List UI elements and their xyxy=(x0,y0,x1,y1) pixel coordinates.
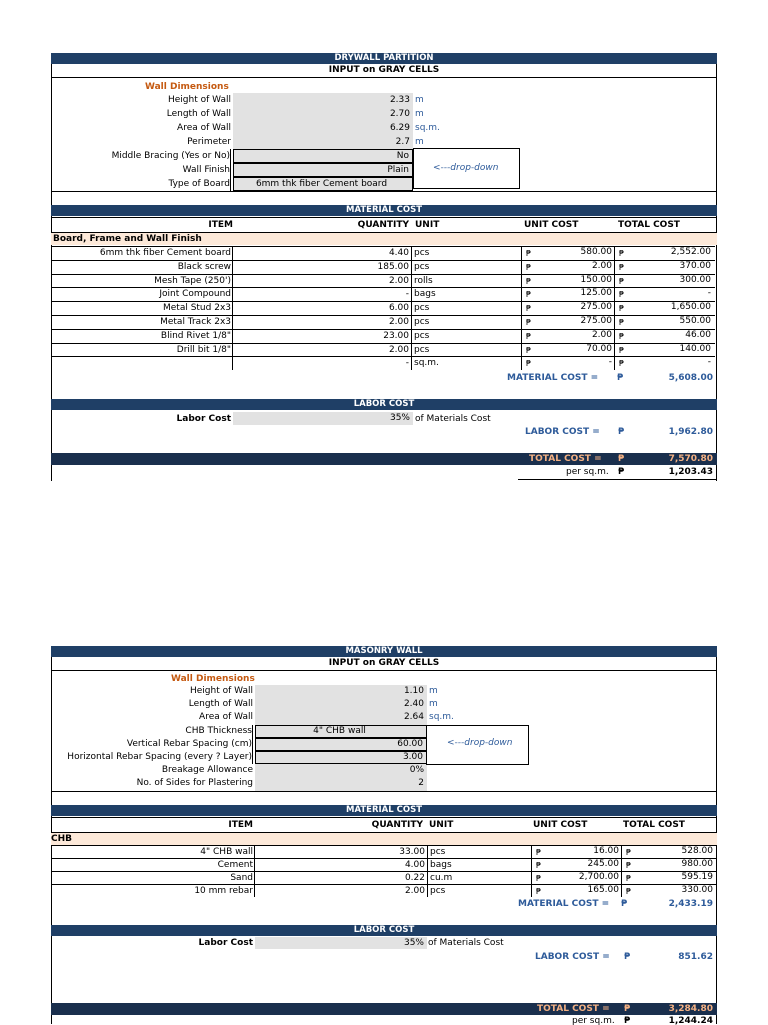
table-row-unit-cost: 16.00 xyxy=(593,846,619,856)
input-label: Wall Finish xyxy=(51,163,231,177)
table-row-total-peso: ₱ xyxy=(621,845,717,858)
drywall-header-item: ITEM xyxy=(208,220,233,230)
drywall-header-unit: UNIT xyxy=(415,220,440,230)
masonry-labor-pct-note: of Materials Cost xyxy=(428,938,504,948)
input-value-cell[interactable]: 0% xyxy=(255,764,427,777)
input-value-cell[interactable]: 3.00 xyxy=(255,751,427,764)
input-value-cell[interactable]: 6mm thk fiber Cement board xyxy=(233,177,413,191)
table-row-unit-cost: 165.00 xyxy=(587,885,619,895)
table-row-unit-cost-peso: ₱ xyxy=(531,884,621,897)
table-row-item: Cement xyxy=(51,858,255,871)
table-row-unit: pcs xyxy=(411,246,521,260)
drywall-total: 7,570.80 xyxy=(668,454,713,464)
table-row-total-peso: ₱ xyxy=(614,274,715,288)
drywall-per-sqm: 1,203.43 xyxy=(668,467,713,477)
table-row-total: 46.00 xyxy=(685,329,711,340)
drywall-total-peso: ₱ xyxy=(618,454,625,464)
table-row-item: Black screw xyxy=(51,260,233,274)
masonry-material-total-peso: ₱ xyxy=(621,899,628,909)
table-row-unit-cost-peso: ₱ xyxy=(521,287,614,301)
masonry-labor-band: LABOR COST xyxy=(51,925,717,936)
table-row-total-peso: ₱ xyxy=(614,329,715,343)
table-row-unit-cost: 150.00 xyxy=(580,274,612,285)
drywall-dims-heading: Wall Dimensions xyxy=(145,82,229,92)
input-label: Perimeter xyxy=(187,137,231,147)
table-row-total: 528.00 xyxy=(681,846,713,856)
drywall-labor-band: LABOR COST xyxy=(51,399,717,410)
table-row-unit-cost-peso: ₱ xyxy=(521,260,614,274)
table-row-total-peso: ₱ xyxy=(621,858,717,871)
input-label: Horizontal Rebar Spacing (every ? Layer) xyxy=(51,751,253,764)
masonry-sheet xyxy=(51,646,717,1024)
table-row-unit: pcs xyxy=(411,315,521,329)
table-row-unit: pcs xyxy=(411,260,521,274)
masonry-header-unit-cost: UNIT COST xyxy=(533,820,588,830)
input-label: CHB Thickness xyxy=(51,725,253,738)
masonry-labor-total-peso: ₱ xyxy=(624,952,631,962)
table-row-total: - xyxy=(707,357,711,368)
table-row-total: 550.00 xyxy=(679,316,711,326)
drywall-header-quantity: QUANTITY xyxy=(357,220,409,230)
input-label: Area of Wall xyxy=(199,712,253,723)
input-value-cell[interactable]: 2.40 xyxy=(255,698,427,711)
masonry-material-band: MATERIAL COST xyxy=(51,805,717,816)
table-row-qty: 2.00 xyxy=(233,343,411,357)
table-row-unit: pcs xyxy=(411,301,521,315)
table-row-unit-cost-peso: ₱ xyxy=(521,315,614,329)
table-row-unit-cost: 275.00 xyxy=(580,316,612,326)
table-row-qty: 4.00 xyxy=(255,858,427,871)
table-row-unit-cost-peso: ₱ xyxy=(521,301,614,315)
table-row-unit-cost: 125.00 xyxy=(580,288,612,299)
table-row-total: - xyxy=(707,288,711,299)
table-row-unit-cost-peso: ₱ xyxy=(521,246,614,260)
divider xyxy=(518,479,717,480)
masonry-dropdown-note: <---drop-down xyxy=(447,738,513,748)
table-row-qty: 2.00 xyxy=(233,274,411,288)
table-row-total: 300.00 xyxy=(679,274,711,285)
input-label: Vertical Rebar Spacing (cm) xyxy=(51,738,253,751)
table-row-total-peso: ₱ xyxy=(614,343,715,357)
table-row-item: Blind Rivet 1/8" xyxy=(51,329,233,343)
drywall-labor-total: 1,962.80 xyxy=(668,427,713,437)
input-unit: m xyxy=(429,699,438,710)
masonry-total: 3,284.80 xyxy=(668,1004,713,1014)
table-row-unit-cost-peso: ₱ xyxy=(531,871,621,884)
drywall-material-total: 5,608.00 xyxy=(668,373,713,383)
table-row-unit: cu.m xyxy=(427,871,531,884)
divider xyxy=(51,191,717,192)
table-row-total: 2,552.00 xyxy=(670,247,711,257)
input-label: Length of Wall xyxy=(166,109,231,119)
masonry-header-unit: UNIT xyxy=(429,820,454,830)
masonry-subtitle: INPUT on GRAY CELLS xyxy=(51,657,717,671)
input-unit: m xyxy=(415,95,424,105)
input-label: Middle Bracing (Yes or No) xyxy=(51,149,231,163)
table-row-total-peso: ₱ xyxy=(621,884,717,897)
table-row-qty: - xyxy=(233,356,411,370)
input-value-cell[interactable]: 4" CHB wall xyxy=(255,725,427,738)
masonry-title: MASONRY WALL xyxy=(51,646,717,657)
input-label: No. of Sides for Plastering xyxy=(136,778,253,789)
table-row-total-peso: ₱ xyxy=(621,871,717,884)
input-value-cell[interactable]: 60.00 xyxy=(255,738,427,751)
drywall-section-heading: Board, Frame and Wall Finish xyxy=(51,232,717,245)
input-label: Height of Wall xyxy=(168,95,231,105)
drywall-labor-label: Labor Cost xyxy=(176,414,231,424)
drywall-labor-pct[interactable]: 35% xyxy=(233,412,413,425)
drywall-labor-total-peso: ₱ xyxy=(618,427,625,437)
masonry-total-peso: ₱ xyxy=(624,1004,631,1014)
masonry-labor-total-label: LABOR COST = xyxy=(535,952,610,962)
table-row-qty: 0.22 xyxy=(255,871,427,884)
drywall-subtitle: INPUT on GRAY CELLS xyxy=(51,64,717,78)
input-label: Type of Board xyxy=(51,177,231,191)
masonry-material-total-label: MATERIAL COST = xyxy=(518,899,610,909)
table-row-unit-cost: 70.00 xyxy=(586,343,612,354)
table-row-total: 595.19 xyxy=(681,872,713,882)
masonry-material-total: 2,433.19 xyxy=(668,899,713,909)
input-unit: m xyxy=(429,686,438,696)
table-row-total-peso: ₱ xyxy=(614,287,715,301)
table-row-unit: pcs xyxy=(427,884,531,897)
table-row-unit: bags xyxy=(411,287,521,301)
masonry-per-sqm-peso: ₱ xyxy=(624,1016,631,1025)
table-row-item: Mesh Tape (250') xyxy=(51,274,233,288)
input-value-cell[interactable]: No xyxy=(233,149,413,163)
masonry-total-label: TOTAL COST = xyxy=(537,1004,610,1014)
table-row-total-peso: ₱ xyxy=(614,356,715,370)
masonry-total-band xyxy=(51,1003,717,1015)
table-row-item: 6mm thk fiber Cement board xyxy=(51,246,233,260)
input-value-cell[interactable]: 6.29 xyxy=(233,121,413,135)
table-row-total: 330.00 xyxy=(681,885,713,895)
table-row-item: Metal Track 2x3 xyxy=(51,315,233,329)
table-row-unit-cost: 2,700.00 xyxy=(578,872,619,882)
table-row-qty: - xyxy=(233,287,411,301)
table-row-unit: pcs xyxy=(411,343,521,357)
table-row-item: 4" CHB wall xyxy=(51,845,255,858)
table-row-total: 370.00 xyxy=(679,260,711,271)
input-label: Height of Wall xyxy=(190,686,253,696)
table-row-item: Sand xyxy=(51,871,255,884)
input-unit: sq.m. xyxy=(415,123,440,133)
drywall-labor-total-label: LABOR COST = xyxy=(525,427,600,437)
table-row-unit-cost: 245.00 xyxy=(587,859,619,869)
table-row-unit-cost-peso: ₱ xyxy=(531,845,621,858)
table-row-qty: 6.00 xyxy=(233,301,411,315)
table-row-qty: 185.00 xyxy=(233,260,411,274)
drywall-material-band: MATERIAL COST xyxy=(51,205,717,216)
table-row-total-peso: ₱ xyxy=(614,301,715,315)
drywall-sheet xyxy=(51,53,717,481)
table-row-unit: bags xyxy=(427,858,531,871)
input-unit: m xyxy=(415,109,424,119)
input-label: Length of Wall xyxy=(188,699,253,710)
masonry-labor-label: Labor Cost xyxy=(198,938,253,948)
table-row-unit-cost: 580.00 xyxy=(580,247,612,257)
masonry-header-item: ITEM xyxy=(228,820,253,830)
input-value-cell[interactable]: 2.70 xyxy=(233,107,413,121)
input-value-cell[interactable]: 2.64 xyxy=(255,711,427,724)
table-row-item: Drill bit 1/8" xyxy=(51,343,233,357)
input-label: Breakage Allowance xyxy=(161,765,253,776)
drywall-header-total-cost: TOTAL COST xyxy=(618,220,680,230)
table-row-qty: 33.00 xyxy=(255,845,427,858)
table-row-unit-cost-peso: ₱ xyxy=(521,343,614,357)
table-row-unit-cost: 2.00 xyxy=(591,329,612,340)
table-row-item: Joint Compound xyxy=(51,287,233,301)
table-row-item: Metal Stud 2x3 xyxy=(51,301,233,315)
input-value-cell[interactable]: Plain xyxy=(233,163,413,177)
drywall-total-label: TOTAL COST = xyxy=(529,454,602,464)
drywall-dropdown-note: <---drop-down xyxy=(433,163,499,173)
input-value-cell[interactable]: 1.10 xyxy=(255,685,427,698)
drywall-material-total-label: MATERIAL COST = xyxy=(507,373,599,383)
table-row-total: 980.00 xyxy=(681,859,713,869)
drywall-per-sqm-peso: ₱ xyxy=(618,467,625,477)
input-label: Area of Wall xyxy=(177,123,231,133)
table-row-unit-cost: 275.00 xyxy=(580,302,612,313)
input-value-cell[interactable]: 2 xyxy=(255,777,427,790)
masonry-labor-pct[interactable]: 35% xyxy=(255,937,427,949)
table-row-qty: 2.00 xyxy=(233,315,411,329)
table-row-total-peso: ₱ xyxy=(614,260,715,274)
table-row-unit-cost-peso: ₱ xyxy=(521,274,614,288)
drywall-per-sqm-label: per sq.m. xyxy=(566,467,609,477)
table-row-total-peso: ₱ xyxy=(614,246,715,260)
input-value-cell[interactable]: 2.7 xyxy=(233,135,413,149)
drywall-header-unit-cost: UNIT COST xyxy=(524,220,579,230)
masonry-labor-total: 851.62 xyxy=(678,952,713,962)
drywall-title: DRYWALL PARTITION xyxy=(51,53,717,64)
masonry-header-quantity: QUANTITY xyxy=(371,820,423,830)
table-row-qty: 2.00 xyxy=(255,884,427,897)
table-row-unit: rolls xyxy=(411,274,521,288)
drywall-labor-pct-note: of Materials Cost xyxy=(415,414,491,424)
table-row-qty: 4.40 xyxy=(233,246,411,260)
masonry-per-sqm-label: per sq.m. xyxy=(572,1016,615,1025)
masonry-header-total-cost: TOTAL COST xyxy=(623,820,685,830)
table-row-unit: pcs xyxy=(427,845,531,858)
table-row-unit-cost: 2.00 xyxy=(591,260,612,271)
input-value-cell[interactable]: 2.33 xyxy=(233,93,413,107)
masonry-section-heading: CHB xyxy=(51,832,717,845)
table-row-unit-cost-peso: ₱ xyxy=(531,858,621,871)
table-row-unit-cost-peso: ₱ xyxy=(521,356,614,370)
table-row-unit: sq.m. xyxy=(411,356,521,370)
table-row-unit-cost-peso: ₱ xyxy=(521,329,614,343)
masonry-dims-heading: Wall Dimensions xyxy=(171,674,255,684)
table-row-qty: 23.00 xyxy=(233,329,411,343)
table-row-unit-cost: - xyxy=(608,357,612,368)
table-row-item xyxy=(51,356,233,370)
table-row-total: 140.00 xyxy=(679,343,711,354)
drywall-material-total-peso: ₱ xyxy=(617,373,624,383)
divider xyxy=(51,791,717,792)
masonry-per-sqm: 1,244.24 xyxy=(668,1016,713,1025)
table-row-item: 10 mm rebar xyxy=(51,884,255,897)
input-unit: sq.m. xyxy=(429,712,454,723)
table-row-unit: pcs xyxy=(411,329,521,343)
table-row-total: 1,650.00 xyxy=(670,302,711,313)
table-row-total-peso: ₱ xyxy=(614,315,715,329)
input-unit: m xyxy=(415,137,424,147)
